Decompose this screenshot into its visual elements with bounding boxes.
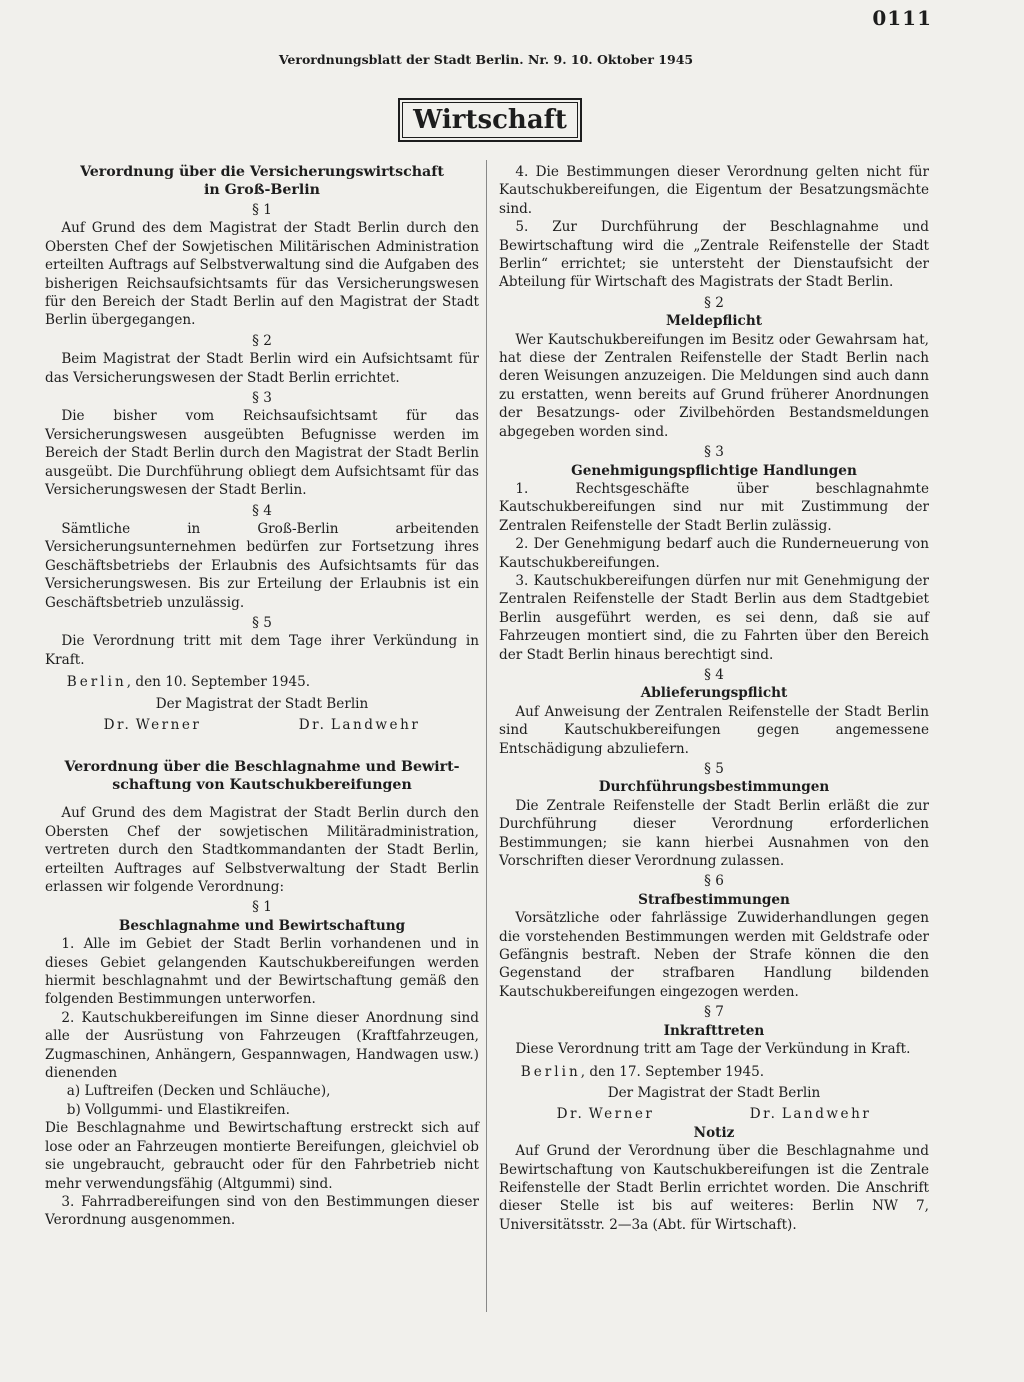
reg1-signatory-1-name: Werner [135, 716, 202, 733]
reg2-section-1-item-2: 2. Kautschukbereifungen im Sinne dieser Anordnung sind alle der Ausrüstung von Fahrzeugen (Kraftfahrzeugen, Zugmaschinen, Anhängern, Gespannwagen, Handwagen usw.) dienenden [45, 1009, 479, 1082]
reg2-section-3-heading: Genehmigungspflichtige Handlungen [571, 462, 857, 479]
reg1-signatory-2-name: Landwehr [330, 716, 421, 733]
reg2-section-5-mark: § 5 [704, 761, 724, 777]
notice-heading: Notiz [693, 1124, 735, 1141]
reg2-signatory-2-title: Dr. [749, 1106, 778, 1123]
reg2-section-7-text: Diese Verordnung tritt am Tage der Verkündung in Kraft. [515, 1041, 911, 1058]
reg1-signature-names [45, 716, 479, 734]
reg1-section-4-mark: § 4 [252, 502, 272, 519]
reg2-section-3-item-1: 1. Rechtsgeschäfte über beschlagnahmte Kautschukbereifungen sind nur mit Zustimmung der Zentralen Reifenstelle der Stadt Berlin zulässig. [499, 480, 929, 534]
reg2-section-1-item-3: 3. Fahrradbereifungen sind von den Bestimmungen dieser Verordnung ausgenommen. [45, 1193, 479, 1229]
reg2-section-4-text: Auf Anweisung der Zentralen Reifenstelle der Stadt Berlin sind Kautschukbereifungen gegen angemessene Entschädigung abzuliefern. [499, 703, 929, 757]
page-number: 0111 [872, 6, 932, 30]
reg2-section-6-mark: § 6 [704, 873, 724, 890]
reg1-section-2-text: Beim Magistrat der Stadt Berlin wird ein Aufsichtsamt für das Versicherungswesen der Stadt Berlin errichtet. [45, 351, 479, 386]
reg2-date-rest: , den 17. September 1945. [580, 1063, 765, 1080]
reg2-section-7-mark: § 7 [704, 1004, 724, 1021]
reg2-section-6-text: Vorsätzliche oder fahrlässige Zuwiderhandlungen gegen die vorstehenden Bestimmungen werden mit Geldstrafe oder Gefängnis bestraft. Neben der Strafe können die den Gegenstand der strafbaren Handlung bildenden Kautschukbereifungen eingezogen werden. [499, 910, 929, 1000]
reg2-signatory-1-name: Werner [588, 1106, 655, 1123]
reg1-section-3-mark: § 3 [252, 390, 272, 407]
reg1-signatory-2-title: Dr. [298, 716, 327, 733]
reg2-section-3-mark: § 3 [704, 444, 724, 461]
reg1-title-line2: in Groß-Berlin [204, 182, 320, 198]
reg2-title-line1: Verordnung über die Beschlagnahme und Bewirt- [64, 759, 460, 776]
reg2-signatory-2 [750, 1105, 872, 1123]
right-column [499, 163, 929, 1234]
reg1-signatory-1 [104, 716, 202, 734]
reg2-signatory-2-name: Landwehr [781, 1106, 872, 1123]
running-head: Verordnungsblatt der Stadt Berlin. Nr. 9. 10. Oktober 1945 [278, 52, 694, 67]
reg1-section-4-text: Sämtliche in Groß-Berlin arbeitenden Versicherungsunternehmen bedürfen zur Fortsetzung ihres Geschäftsbetriebs der Erlaubnis des Aufsichtsamts für das Versicherungswesen. Bis zur Erteilung der Erlaubnis ist ein Geschäftsbetrieb unzulässig. [45, 520, 479, 611]
reg2-date-line [499, 1063, 929, 1081]
reg2-title-line2: schaftung von Kautschukbereifungen [112, 777, 412, 794]
notice-text: Auf Grund der Verordnung über die Beschlagnahme und Bewirtschaftung von Kautschukbereifungen ist die Zentrale Reifenstelle der Stadt Berlin errichtet worden. Die Anschrift dieser Stelle ist bis auf weiteres: Berlin NW 7, Universitätsstr. 2—3a (Abt. für Wirtschaft). [499, 1143, 929, 1233]
reg1-title-line1: Verordnung über die Versicherungswirtschaft [80, 164, 444, 180]
reg1-section-1-text: Auf Grund des dem Magistrat der Stadt Berlin durch den Obersten Chef der Sowjetischen Militärischen Administration erteilten Auftrags auf Selbstverwaltung sind die Aufgaben des bisherigen Reichsaufsichtsamts für das Versicherungswesen für den Bereich der Stadt Berlin auf den Magistrat der Stadt Berlin übergegangen. [45, 220, 479, 329]
reg2-section-5-heading: Durchführungsbestimmungen [598, 779, 830, 796]
reg2-date-place: Berlin [520, 1063, 581, 1080]
reg2-section-4-mark: § 4 [704, 666, 724, 683]
reg2-section-1-item-5: 5. Zur Durchführung der Beschlagnahme und Bewirtschaftung wird die „Zentrale Reifenstelle der Stadt Berlin“ errichtet; sie untersteht der Dienstaufsicht der Abteilung für Wirtschaft des Magistrats der Stadt Berlin. [499, 219, 929, 291]
section-title: Wirtschaft [413, 105, 567, 135]
reg2-intro: Auf Grund des dem Magistrat der Stadt Berlin durch den Obersten Chef der sowjetischen Militäradministration, vertreten durch den Stadtkommandanten der Stadt Berlin, erteilten Auftrages auf Selbstverwaltung der Stadt Berlin erlassen wir folgende Verordnung: [45, 805, 479, 895]
reg1-section-2-mark: § 2 [252, 332, 272, 349]
reg2-section-2-text: Wer Kautschukbereifungen im Besitz oder Gewahrsam hat, hat diese der Zentralen Reifenstelle der Stadt Berlin nach deren Weisungen anzuzeigen. Die Meldungen sind auch dann zu erstatten, wenn bereits auf Grund früherer Anordnungen der Besatzungs- oder Zivilbehörden Bestandsmeldungen abgegeben worden sind. [499, 331, 929, 440]
reg2-section-1-item-1: 1. Alle im Gebiet der Stadt Berlin vorhandenen und in dieses Gebiet gelangenden Kautschukbereifungen werden hiermit beschlagnahmt und der Bewirtschaftung gemäß den folgenden Bestimmungen unterworfen. [45, 936, 479, 1008]
section-title-box [398, 98, 582, 142]
reg2-section-1-item-2-cont: Die Beschlagnahme und Bewirtschaftung erstreckt sich auf lose oder an Fahrzeugen montierte Bereifungen, gleichviel ob sie ungebraucht, gebraucht oder für den Fahrbetrieb nicht mehr verwendungsfähig (Altgummi) sind. [45, 1120, 479, 1192]
reg2-section-5-text: Die Zentrale Reifenstelle der Stadt Berlin erläßt die zur Durchführung dieser Verordnung erforderlichen Bestimmungen; sie kann hierbei Ausnahmen von den Vorschriften dieser Verordnung zulassen. [499, 797, 929, 870]
reg1-section-3-text: Die bisher vom Reichsaufsichtsamt für das Versicherungswesen ausgeübten Befugnisse werden im Bereich der Stadt Berlin durch den Magistrat der Stadt Berlin ausgeübt. Die Durchführung obliegt dem Aufsichtsamt für das Versicherungswesen der Stadt Berlin. [45, 408, 479, 499]
reg2-signatory-1 [557, 1105, 655, 1123]
reg2-signatory-1-title: Dr. [556, 1106, 585, 1123]
reg2-section-3-item-2: 2. Der Genehmigung bedarf auch die Runderneuerung von Kautschukbereifungen. [499, 536, 929, 571]
reg1-section-1-mark: § 1 [252, 202, 272, 218]
reg2-section-2-heading: Meldepflicht [665, 313, 762, 330]
reg1-signatory-1-title: Dr. [103, 716, 132, 733]
reg1-date-rest: , den 10. September 1945. [126, 674, 311, 691]
reg2-signature-org: Der Magistrat der Stadt Berlin [607, 1084, 821, 1101]
reg1-section-5-mark: § 5 [252, 614, 272, 631]
reg2-section-3-item-3: 3. Kautschukbereifungen dürfen nur mit Genehmigung der Zentralen Reifenstelle der Stadt Berlin aus dem Stadtgebiet Berlin ausgeführt werden, es sei denn, daß sie auf Fahrzeugen montiert sind, die zu Fahrten über den Bereich der Stadt Berlin hinaus berechtigt sind. [499, 572, 929, 663]
reg2-section-1-item-4: 4. Die Bestimmungen dieser Verordnung gelten nicht für Kautschukbereifungen, die Eigentum der Besatzungsmächte sind. [499, 164, 929, 217]
reg2-section-4-heading: Ablieferungspflicht [640, 685, 788, 702]
reg1-date-line [45, 673, 479, 691]
reg2-signature-names [499, 1105, 929, 1123]
reg1-signature-org: Der Magistrat der Stadt Berlin [155, 695, 369, 712]
reg2-section-1-heading: Beschlagnahme und Bewirtschaftung [118, 917, 406, 934]
reg2-section-6-heading: Strafbestimmungen [638, 891, 790, 908]
reg2-section-1-item-2b: b) Vollgummi- und Elastikreifen. [66, 1101, 290, 1118]
reg2-section-1-item-2a: a) Luftreifen (Decken und Schläuche), [66, 1083, 331, 1100]
reg2-section-1-mark: § 1 [252, 899, 272, 916]
reg1-signatory-2 [299, 716, 421, 734]
reg1-date-place: Berlin [66, 674, 127, 691]
reg1-section-5-text: Die Verordnung tritt mit dem Tage ihrer Verkündung in Kraft. [45, 633, 479, 668]
reg2-section-7-heading: Inkrafttreten [663, 1022, 765, 1039]
left-column [45, 163, 479, 1230]
column-divider [486, 160, 487, 1312]
reg2-section-2-mark: § 2 [704, 294, 724, 311]
